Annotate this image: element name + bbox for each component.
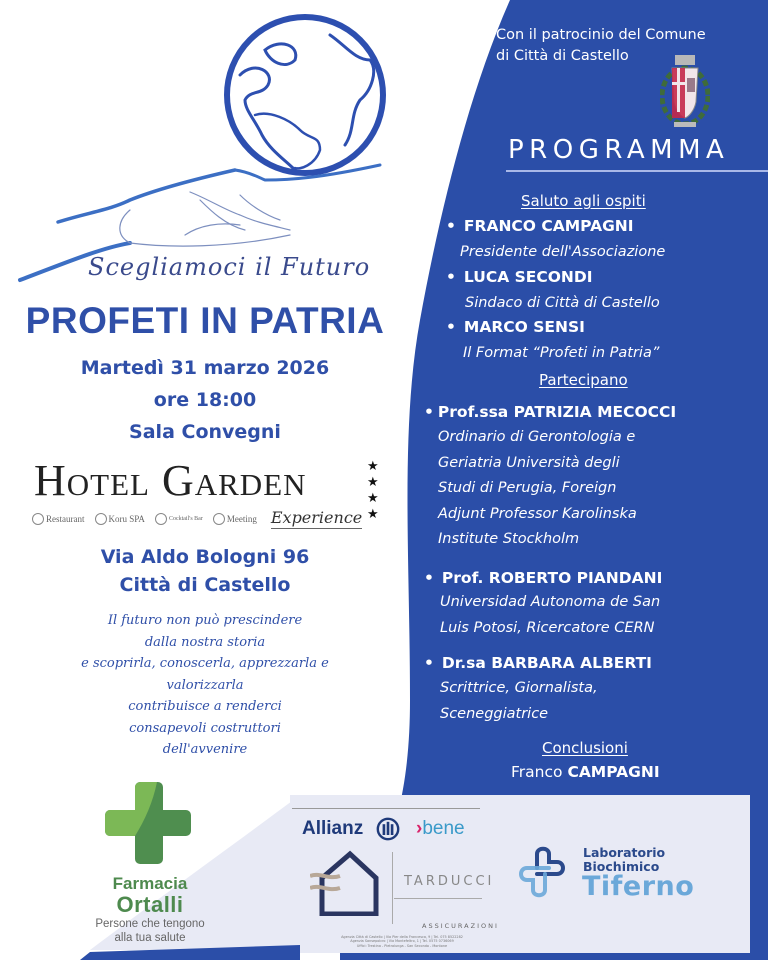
house-icon bbox=[310, 850, 380, 916]
tiferno-lab-logo bbox=[515, 840, 735, 910]
hotel-experience: Experience bbox=[270, 508, 363, 527]
city-crest-icon bbox=[660, 52, 710, 132]
quote bbox=[0, 610, 410, 761]
event-room: Sala Convegni bbox=[129, 421, 281, 443]
restaurant-icon bbox=[32, 513, 44, 525]
patronage-line: Con il patrocinio del Comune bbox=[496, 27, 706, 43]
divider bbox=[392, 852, 393, 924]
address-city: Città di Castello bbox=[119, 574, 291, 596]
bar-icon bbox=[155, 513, 167, 525]
quote-line: valorizzarla bbox=[166, 677, 244, 693]
quote-line: Il futuro non può prescindere bbox=[107, 613, 303, 628]
conclusions-heading: Conclusioni bbox=[542, 739, 628, 757]
service-meeting: Meeting bbox=[213, 513, 257, 525]
bullet-icon: • bbox=[446, 268, 456, 286]
allianz-eagle-icon bbox=[376, 817, 400, 841]
farmacia-ortalli-logo bbox=[70, 782, 230, 952]
service-bar: Cocktail's Bar bbox=[155, 513, 203, 525]
quote-line: e scoprirla, conoscerla, apprezzarla e bbox=[81, 656, 329, 671]
bullet-icon: • bbox=[446, 217, 456, 235]
spa-icon bbox=[95, 513, 107, 525]
hotel-stars bbox=[367, 459, 379, 523]
quote-line: contribuisce a renderci bbox=[128, 699, 282, 714]
quote-line: consapevoli costruttori bbox=[129, 720, 281, 736]
service-restaurant: Restaurant bbox=[32, 513, 85, 525]
conclusions-speaker: Franco CAMPAGNI bbox=[511, 763, 660, 781]
farmacia-name: Ortalli bbox=[116, 892, 184, 917]
medical-cross-icon bbox=[515, 840, 571, 900]
participant-name: • Dr.sa BARBARA ALBERTI bbox=[424, 654, 652, 672]
quote-line: dell'avvenire bbox=[162, 742, 248, 757]
tarducci-name: TARDUCCI bbox=[404, 874, 495, 889]
programma-divider bbox=[506, 170, 768, 172]
quote-line: dalla nostra storia bbox=[144, 634, 266, 650]
allianz-tarducci-logo bbox=[292, 806, 499, 951]
farmacia-tagline: Persone che tengono alla tua salute bbox=[95, 918, 205, 944]
bullet-icon: • bbox=[424, 403, 434, 421]
speaker-name: • MARCO SENSI bbox=[446, 318, 585, 336]
speaker-name: • LUCA SECONDI bbox=[446, 268, 593, 286]
event-time: ore 18:00 bbox=[153, 389, 257, 411]
participants-heading: Partecipano bbox=[539, 371, 628, 389]
bullet-icon: • bbox=[424, 654, 434, 672]
meeting-icon bbox=[213, 513, 225, 525]
event-info bbox=[0, 352, 410, 448]
speaker-name: • FRANCO CAMPAGNI bbox=[446, 217, 634, 235]
hotel-name: Hotel Garden bbox=[34, 456, 307, 505]
bene-brand: ›bene bbox=[416, 818, 465, 839]
venue-address bbox=[0, 543, 410, 599]
hotel-services bbox=[32, 508, 362, 529]
participant-name: • Prof.ssa PATRIZIA MECOCCI bbox=[424, 403, 677, 421]
event-title: PROFETI IN PATRIA bbox=[25, 300, 385, 341]
divider bbox=[394, 898, 482, 899]
hotel-garden-logo bbox=[30, 455, 390, 535]
tagline-script: Scegliamoci il Futuro bbox=[88, 253, 371, 281]
star-icon: ★ bbox=[367, 491, 379, 506]
allianz-brand: Allianz bbox=[302, 818, 364, 839]
participant-name: • Prof. ROBERTO PIANDANI bbox=[424, 569, 663, 587]
speaker-role: Sindaco di Città di Castello bbox=[465, 295, 660, 311]
participant-role: Scrittrice, Giornalista, Sceneggiatrice bbox=[440, 680, 598, 722]
service-spa: Koru SPA bbox=[95, 513, 145, 525]
tiferno-line2: Biochimico bbox=[583, 859, 660, 874]
bullet-icon: • bbox=[424, 569, 434, 587]
agency-fineprint: Agenzia Città di Castello | Via Pier della Francesca, 9 | Tel. 075 8522282 Agenzia Sansepolcro | Via Montefeltro, 1 | Tel. 0575 0736069 Uffici: Trestina - Pietralunga - San Secondo - Montone bbox=[341, 935, 463, 948]
farmacia-name: Farmacia bbox=[112, 874, 188, 893]
event-date: Martedì 31 marzo 2026 bbox=[80, 357, 330, 379]
speaker-role: Presidente dell'Associazione bbox=[460, 244, 666, 260]
programma-title: PROGRAMMA bbox=[508, 135, 730, 165]
pharmacy-cross-icon bbox=[105, 782, 191, 864]
star-icon: ★ bbox=[367, 475, 379, 490]
address-street: Via Aldo Bologni 96 bbox=[100, 546, 310, 568]
chevron-icon: › bbox=[416, 818, 423, 839]
star-icon: ★ bbox=[367, 507, 379, 522]
assicurazioni-label: ASSICURAZIONI bbox=[422, 922, 499, 930]
tiferno-name: Tiferno bbox=[582, 871, 695, 902]
divider bbox=[292, 808, 480, 809]
star-icon: ★ bbox=[367, 459, 379, 474]
patronage-line: di Città di Castello bbox=[496, 48, 629, 64]
participant-role: Universidad Autonoma de San Luis Potosi, Ricercatore CERN bbox=[440, 594, 661, 636]
speaker-role: Il Format “Profeti in Patria” bbox=[463, 345, 660, 361]
tiferno-line1: Laboratorio bbox=[583, 845, 666, 860]
participant-role: Ordinario di Gerontologia e Geriatria Università degli Studi di Perugia, Foreign Adjunt Professor Karolinska Institute Stockholm bbox=[438, 429, 637, 547]
greeting-heading: Saluto agli ospiti bbox=[521, 192, 646, 210]
bullet-icon: • bbox=[446, 318, 456, 336]
